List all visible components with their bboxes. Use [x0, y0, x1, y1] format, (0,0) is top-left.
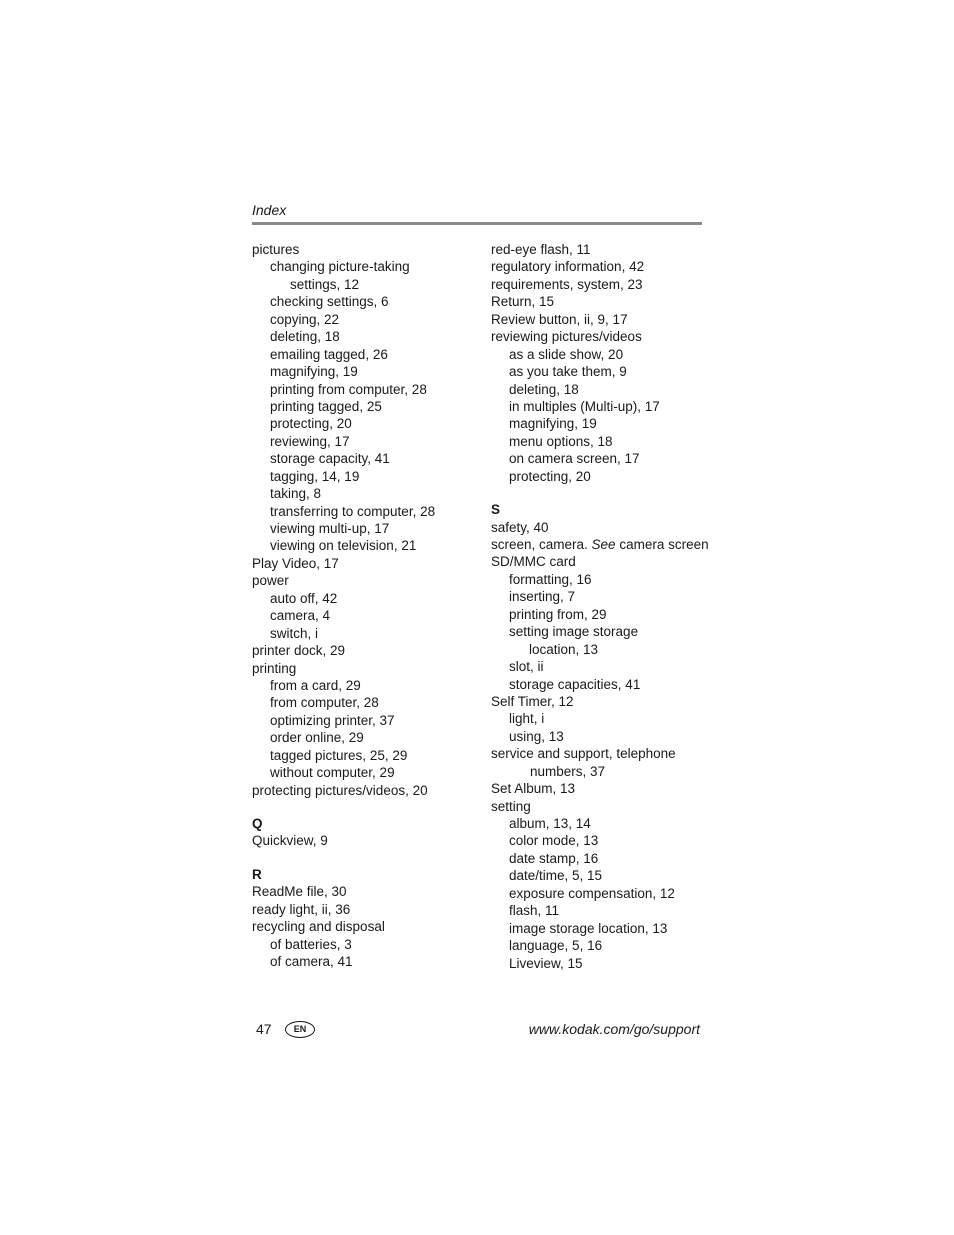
index-subentry: setting image storage: [509, 624, 639, 640]
index-subentry: formatting, 16: [509, 571, 592, 587]
index-subentry: viewing on television, 21: [270, 538, 417, 554]
index-subentry: printing from, 29: [509, 606, 607, 622]
index-subentry: flash, 11: [509, 903, 560, 919]
index-section-gap: [491, 485, 716, 501]
index-subentry: protecting, 20: [270, 416, 352, 432]
index-subentry: tagged pictures, 25, 29: [270, 747, 408, 763]
support-url-link[interactable]: www.kodak.com/go/support: [528, 1021, 700, 1037]
cross-reference-term: screen, camera.: [491, 537, 592, 552]
index-subentry: Liveview, 15: [509, 955, 583, 971]
index-entry: Self Timer, 12: [491, 693, 574, 709]
index-subentry: magnifying, 19: [270, 364, 358, 380]
index-subentry: date/time, 5, 15: [509, 868, 603, 884]
index-subentry: of camera, 41: [270, 954, 353, 970]
index-entry: ReadMe file, 30: [252, 884, 347, 900]
index-subentry: taking, 8: [270, 486, 322, 502]
index-subentry: as you take them, 9: [509, 364, 627, 380]
index-entry: Quickview, 9: [252, 833, 328, 849]
index-subentry: image storage location, 13: [509, 920, 668, 936]
index-subentry: printing tagged, 25: [270, 398, 382, 414]
index-subentry: inserting, 7: [509, 589, 576, 605]
index-entry: requirements, system, 23: [491, 276, 643, 292]
index-section-gap: [252, 850, 477, 866]
index-subentry: slot, ii: [509, 659, 544, 675]
index-entry: printer dock, 29: [252, 643, 346, 659]
index-entry: safety, 40: [491, 519, 549, 535]
index-subentry: magnifying, 19: [509, 416, 597, 432]
index-section-letter: S: [491, 502, 501, 518]
index-subentry: color mode, 13: [509, 833, 599, 849]
index-subentry: auto off, 42: [270, 590, 338, 606]
index-entry: pictures: [252, 242, 300, 257]
index-subentry: switch, i: [270, 625, 319, 641]
index-subentry: light, i: [509, 711, 545, 727]
index-subentry: protecting, 20: [509, 468, 591, 484]
index-section-gap: [252, 799, 477, 815]
header-rule: [252, 222, 702, 225]
index-entry: SD/MMC card: [491, 554, 576, 570]
index-section-letter: R: [252, 866, 262, 882]
index-subentry: viewing multi-up, 17: [270, 521, 390, 536]
index-subentry: exposure compensation, 12: [509, 885, 675, 901]
index-section-letter: Q: [252, 816, 263, 831]
index-subentry: from computer, 28: [270, 695, 379, 711]
index-subentry: storage capacities, 41: [509, 676, 641, 692]
index-subentry: date stamp, 16: [509, 850, 599, 866]
index-subentry: emailing tagged, 26: [270, 346, 388, 362]
index-column-left: [252, 241, 477, 971]
index-entry-cross-reference: [491, 536, 716, 553]
index-continuation: settings, 12: [290, 276, 360, 292]
see-label: See: [591, 537, 616, 552]
index-subentry: reviewing, 17: [270, 433, 350, 449]
index-subentry: album, 13, 14: [509, 816, 591, 831]
index-column-right: [491, 241, 716, 972]
index-subentry: printing from computer, 28: [270, 381, 427, 397]
index-entry: Review button, ii, 9, 17: [491, 311, 628, 327]
index-entry: printing: [252, 660, 297, 676]
cross-reference-target: camera screen: [615, 537, 709, 552]
index-subentry: copying, 22: [270, 311, 340, 327]
page-header-title: Index: [252, 202, 287, 218]
index-subentry: changing picture-taking: [270, 259, 410, 275]
index-entry: recycling and disposal: [252, 919, 385, 935]
index-subentry: tagging, 14, 19: [270, 468, 360, 484]
index-subentry: storage capacity, 41: [270, 451, 390, 467]
index-entry: regulatory information, 42: [491, 259, 645, 275]
index-entry: power: [252, 573, 289, 589]
index-subentry: optimizing printer, 37: [270, 712, 395, 728]
index-subentry: menu options, 18: [509, 433, 613, 449]
index-entry: Return, 15: [491, 294, 555, 310]
index-subentry: transferring to computer, 28: [270, 503, 436, 519]
index-subentry: language, 5, 16: [509, 938, 603, 954]
index-subentry: using, 13: [509, 728, 564, 744]
index-entry: red-eye flash, 11: [491, 242, 591, 257]
index-entry: setting: [491, 798, 531, 814]
page-number: 47: [256, 1021, 272, 1037]
index-entry: Set Album, 13: [491, 781, 576, 797]
index-subentry: without computer, 29: [270, 765, 395, 781]
index-entry: protecting pictures/videos, 20: [252, 782, 428, 798]
index-subentry: in multiples (Multi-up), 17: [509, 398, 660, 414]
language-badge-icon: EN: [285, 1021, 315, 1038]
index-entry: reviewing pictures/videos: [491, 329, 642, 345]
index-continuation: location, 13: [529, 641, 599, 657]
index-subentry: of batteries, 3: [270, 936, 352, 952]
index-continuation: numbers, 37: [530, 763, 606, 779]
index-subentry: checking settings, 6: [270, 294, 389, 310]
index-subentry: on camera screen, 17: [509, 451, 640, 467]
index-subentry: order online, 29: [270, 730, 364, 746]
index-subentry: deleting, 18: [509, 381, 579, 397]
index-entry: Play Video, 17: [252, 555, 339, 571]
index-subentry: camera, 4: [270, 608, 331, 624]
index-subentry: as a slide show, 20: [509, 346, 624, 362]
index-subentry: from a card, 29: [270, 677, 361, 693]
index-entry: service and support, telephone: [491, 746, 676, 762]
index-subentry: deleting, 18: [270, 329, 340, 345]
index-entry: ready light, ii, 36: [252, 901, 351, 917]
